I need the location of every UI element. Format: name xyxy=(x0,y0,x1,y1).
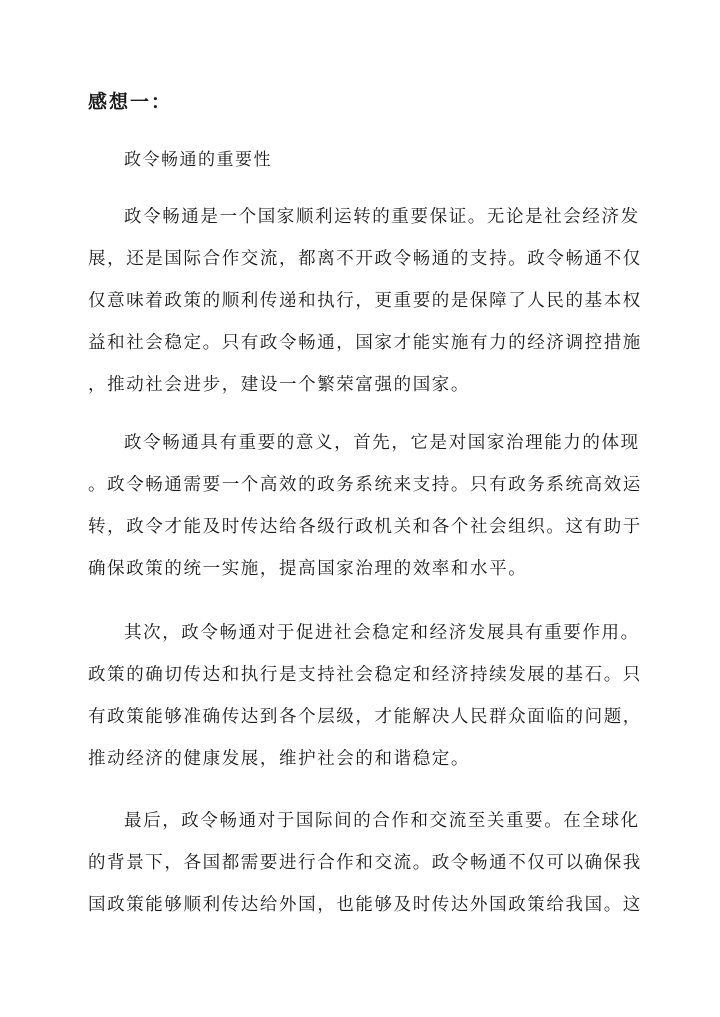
paragraph-line: 展，还是国际合作交流，都离不开政令畅通的支持。政令畅通不仅 xyxy=(88,249,642,269)
paragraph-line: 政令畅通具有重要的意义，首先，它是对国家治理能力的体现 xyxy=(124,433,640,453)
section-subtitle: 政令畅通的重要性 xyxy=(124,150,272,170)
paragraph-line: 其次，政令畅通对于促进社会稳定和经济发展具有重要作用。 xyxy=(124,623,640,643)
paragraph-line: 仅意味着政策的顺利传递和执行，更重要的是保障了人民的基本权 xyxy=(88,291,642,311)
paragraph-line: 。政令畅通需要一个高效的政务系统来支持。只有政务系统高效运 xyxy=(88,475,642,495)
paragraph-4 xyxy=(88,800,648,926)
paragraph-line: 有政策能够准确传达到各个层级，才能解决人民群众面临的问题， xyxy=(88,707,642,727)
paragraph-line: 最后，政令畅通对于国际间的合作和交流至关重要。在全球化 xyxy=(124,811,640,831)
paragraph-line: ，推动社会进步，建设一个繁荣富强的国家。 xyxy=(88,375,470,395)
paragraph-2 xyxy=(88,422,648,590)
paragraph-line: 政令畅通是一个国家顺利运转的重要保证。无论是社会经济发 xyxy=(124,207,640,227)
paragraph-line: 政策的确切传达和执行是支持社会稳定和经济持续发展的基石。只 xyxy=(88,665,642,685)
paragraph-3 xyxy=(88,612,648,780)
paragraph-line: 国政策能够顺利传达给外国，也能够及时传达外国政策给我国。这 xyxy=(88,895,642,915)
section-heading: 感想一： xyxy=(88,91,173,113)
paragraph-line: 推动经济的健康发展，维护社会的和谐稳定。 xyxy=(88,749,470,769)
paragraph-line: 确保政策的统一实施，提高国家治理的效率和水平。 xyxy=(88,559,528,579)
paragraph-line: 益和社会稳定。只有政令畅通，国家才能实施有力的经济调控措施 xyxy=(88,333,642,353)
paragraph-1 xyxy=(88,196,648,406)
paragraph-line: 转，政令才能及时传达给各级行政机关和各个社会组织。这有助于 xyxy=(88,517,642,537)
paragraph-line: 的背景下，各国都需要进行合作和交流。政令畅通不仅可以确保我 xyxy=(88,853,642,873)
